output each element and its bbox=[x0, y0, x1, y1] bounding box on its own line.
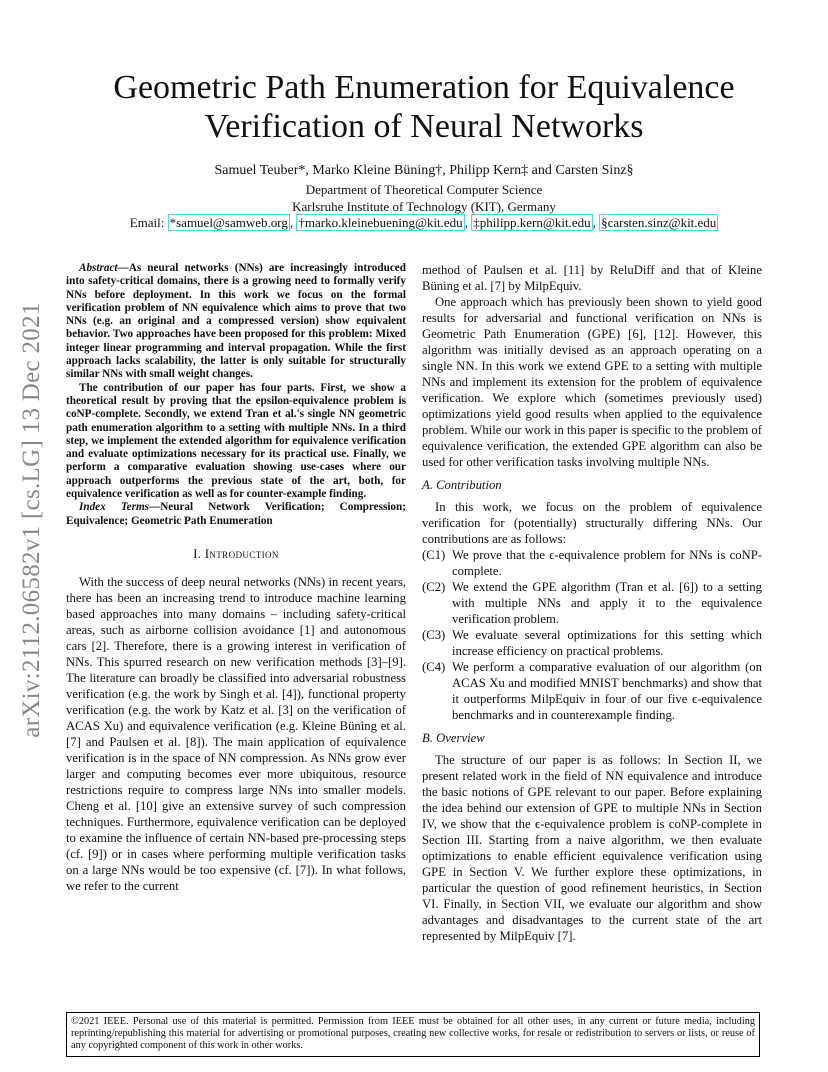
subsection-heading-contribution: A. Contribution bbox=[422, 478, 502, 492]
paper-title: Geometric Path Enumeration for Equivalence Verification of Neural Networks bbox=[113, 69, 735, 145]
right-paragraph-continued: method of Paulsen et al. [11] by ReluDiff and that of Kleine Büning et al. [7] by MilpEquiv. bbox=[422, 263, 762, 293]
overview-paragraph: The structure of our paper is as follows: In Section II, we present related work in the field of NN equivalence and introduce the basic notions of GPE relevant to our paper. Before explaining the idea behind our extension of GPE to multiple NNs in Section IV, we show that the ϵ-equivalence problem is coNP-complete in Section III. Starting from a naive algorithm, we then evaluate optimizations to enable efficient equivalence verification using GPE in Section V. We further explore these optimizations, in particular the question of good refinement heuristics, in Section VI. Finally, in Section VII, we evaluate our algorithm and show advantages and disadvantages to the current state of the art represented by MilpEquiv [7]. bbox=[422, 753, 762, 943]
abstract-paragraph-1: Abstract—As neural networks (NNs) are increasingly introduced into safety-critical domains, there is a growing need to formally verify NNs before deployment. In this work we focus on the formal verification problem of NN equivalence which aims to prove that two NNs (e.g. an original and a compressed version) show equivalent behavior. Two approaches have been proposed for this problem: Mixed integer linear programming and interval propagation. While the first approach lacks scalability, the latter is only suitable for structurally similar NNs with small weight changes. bbox=[66, 262, 406, 381]
right-column bbox=[422, 262, 762, 944]
email-link-teuber[interactable]: *samuel@samweb.org bbox=[169, 215, 288, 230]
abstract-paragraph-2: The contribution of our paper has four parts. First, we show a theoretical result by proving that the epsilon-equivalence problem is coNP-complete. Secondly, we extend Tran et al.'s single NN geometric path enumeration algorithm to a setting with multiple NNs. In a third step, we implement the extended algorithm for equivalence verification and evaluate optimizations necessary for its practical use. Finally, we perform a comparative evaluation showing use-cases where our approach outperforms the previous state of the art, both, for equivalence verification as well as for counter-example finding. bbox=[66, 381, 406, 501]
list-item bbox=[422, 627, 762, 659]
arxiv-sidebar-stamp bbox=[12, 290, 52, 750]
contribution-text: We prove that the ϵ-equivalence problem for NNs is coNP-complete. bbox=[452, 548, 762, 578]
email-link-kern[interactable]: ‡philipp.kern@kit.edu bbox=[473, 215, 591, 230]
email-line: Email: *samuel@samweb.org , †marko.kleinebuening@kit.edu , ‡philipp.kern@kit.edu , §carsten.sinz@kit.edu bbox=[129, 215, 717, 230]
email-link-kleine-buening[interactable]: †marko.kleinebuening@kit.edu bbox=[298, 215, 463, 230]
intro-paragraph: With the success of deep neural networks (NNs) in recent years, there has been an increasing trend to introduce machine learning based approaches into many domains – including safety-critical areas, such as airborne collision avoidance [1] and autonomous cars [2]. Therefore, there is a growing interest in verification of NNs. This spurred research on new verification methods [3]–[9]. The literature can broadly be classified into adversarial robustness verification (e.g. the work by Singh et al. [4]), functional property verification (e.g. the work by Katz et al. [3] on the verification of ACAS Xu) and equivalence verification (e.g. Kleine Büning et al. [7] and Paulsen et al. [8]). The main application of equivalence verification is in the space of NN compression. As NNs grow ever larger and computing becomes ever more ubiquitous, resource restrictions require to compress large NNs into smaller models. Cheng et al. [10] give an extensive survey of such compression techniques. Furthermore, equivalence verification can be deployed to examine the influence of certain NN-based pre-processing steps (cf. [9]) or in cases where performing multiple verification tasks on a large NNs would be too expensive (cf. [7]). In what follows, we refer to the current bbox=[66, 574, 406, 893]
contribution-label: (C2) bbox=[422, 580, 446, 594]
contribution-intro: In this work, we focus on the problem of equivalence verification for (potentially) structurally differing NNs. Our contributions are as follows: bbox=[422, 500, 762, 546]
department: Department of Theoretical Computer Science bbox=[305, 182, 543, 197]
abstract-label: Abstract— bbox=[79, 262, 129, 274]
contribution-text: We perform a comparative evaluation of our algorithm (on ACAS Xu and modified MNIST benchmarks) and show that it outperforms MilpEquiv in four of our five ϵ-equivalence benchmarks and in counterexample finding. bbox=[452, 660, 762, 722]
contribution-text: We extend the GPE algorithm (Tran et al. [6]) to a setting with multiple NNs and apply it to the equivalence verification problem. bbox=[452, 580, 762, 626]
index-terms-label: Index Terms bbox=[79, 501, 149, 514]
index-terms: Index Terms—Neural Network Verification; Compression; Equivalence; Geometric Path Enumeration bbox=[66, 501, 406, 527]
list-item bbox=[422, 547, 762, 579]
email-label: Email: bbox=[129, 215, 165, 230]
list-item bbox=[422, 579, 762, 627]
subsection-heading-overview: B. Overview bbox=[422, 731, 485, 745]
section-heading-introduction: I. Introduction bbox=[193, 546, 279, 561]
contribution-label: (C1) bbox=[422, 548, 446, 562]
author-list: Samuel Teuber*, Marko Kleine Büning†, Philipp Kern‡ and Carsten Sinz§ bbox=[214, 163, 634, 178]
contribution-label: (C3) bbox=[422, 628, 446, 642]
contribution-label: (C4) bbox=[422, 660, 446, 674]
contribution-text: We evaluate several optimizations for this setting which increase efficiency on practical problems. bbox=[452, 628, 762, 658]
copyright-notice: ©2021 IEEE. Personal use of this material is permitted. Permission from IEEE must be obtained for all other uses, in any current or future media, including reprinting/republishing this material for advertising or promotional purposes, creating new collective works, for resale or redistribution to servers or lists, or reuse of any copyrighted component of this work in other works. bbox=[66, 1012, 760, 1057]
list-item bbox=[422, 659, 762, 723]
arxiv-id: arXiv:2112.06582v1 [cs.LG] 13 Dec 2021 bbox=[18, 302, 45, 738]
left-column bbox=[66, 262, 406, 894]
contribution-list bbox=[422, 547, 762, 723]
gpe-paragraph: One approach which has previously been shown to yield good results for adversarial and functional verification on NNs is Geometric Path Enumeration (GPE) [6], [12]. However, this algorithm was initially devised as an approach operating on a single NN. In this work we extend GPE to a setting with multiple NNs and implement its extension for the problem of equivalence verification. We explore which (sometimes previously used) optimizations yield good results when applied to the equivalence problem. While our work in this paper is specific to the problem of equivalence verification, the extended GPE algorithm can also be used for other verification tasks involving multiple NNs. bbox=[422, 295, 762, 469]
affiliation bbox=[60, 181, 788, 215]
email-link-sinz[interactable]: §carsten.sinz@kit.edu bbox=[601, 215, 717, 230]
institute: Karlsruhe Institute of Technology (KIT), Germany bbox=[292, 199, 556, 214]
